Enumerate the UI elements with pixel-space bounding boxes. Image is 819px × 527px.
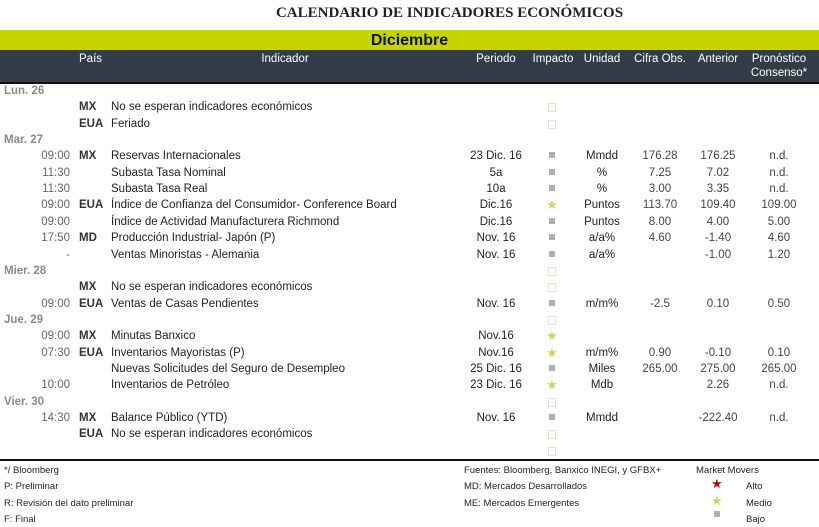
- note-preliminar: P: Preliminar: [4, 481, 59, 492]
- day-label: Mar. 27: [4, 134, 43, 147]
- observed-cell: 3.00: [648, 183, 672, 196]
- indicator-cell: Subasta Tasa Nominal: [111, 166, 226, 179]
- empty-box-icon: [542, 279, 562, 297]
- forecast-cell: n.d.: [769, 166, 789, 179]
- indicator-cell: No se esperan indicadores económicos: [111, 281, 313, 294]
- indicator-cell: Subasta Tasa Real: [111, 183, 208, 196]
- country-cell: MD: [79, 232, 97, 245]
- unit-cell: m/m%: [585, 297, 619, 310]
- day-label: Vier. 30: [4, 395, 45, 408]
- observed-cell: 265.00: [642, 362, 678, 375]
- table-row: [0, 230, 819, 246]
- country-cell: MX: [79, 412, 97, 424]
- table-row: [0, 165, 819, 181]
- empty-box-icon: [542, 99, 562, 117]
- header-impacto: Impacto: [532, 53, 574, 65]
- country-cell: MX: [79, 281, 97, 294]
- previous-cell: 0.10: [706, 297, 730, 310]
- square-low-icon: [542, 247, 562, 263]
- period-cell: 25 Dic. 16: [470, 362, 522, 375]
- day-row: [0, 83, 819, 99]
- indicator-cell: Balance Público (YTD): [111, 412, 228, 424]
- unit-cell: %: [596, 183, 608, 196]
- table-row: [0, 197, 819, 213]
- indicator-cell: Índice de Actividad Manufacturera Richmond: [111, 215, 340, 228]
- country-cell: EUA: [79, 297, 104, 310]
- previous-cell: 4.00: [706, 215, 730, 228]
- country-cell: EUA: [79, 199, 104, 212]
- observed-cell: 0.90: [648, 346, 672, 359]
- indicator-cell: Nuevas Solicitudes del Seguro de Desempleo: [111, 362, 345, 375]
- time-cell: 09:00: [41, 199, 70, 212]
- legend-alto: Alto: [746, 481, 763, 492]
- indicator-cell: Minutas Banxico: [111, 330, 196, 343]
- period-cell: 23 Dic. 16: [470, 150, 522, 163]
- country-cell: EUA: [79, 428, 104, 441]
- note-final: F: Final: [4, 514, 36, 525]
- day-label: Jue. 29: [4, 313, 43, 326]
- time-cell: 17:50: [41, 232, 70, 245]
- previous-cell: 7.02: [706, 166, 730, 179]
- previous-cell: 3.35: [706, 183, 730, 196]
- empty-box-icon: [542, 426, 562, 444]
- observed-cell: 8.00: [648, 215, 672, 228]
- period-cell: Dic.16: [479, 215, 513, 228]
- period-cell: Nov.16: [478, 346, 514, 359]
- square-low-icon: [542, 361, 562, 377]
- note-revision: R: Revisión del dato preliminar: [4, 498, 134, 509]
- empty-box-icon: [542, 116, 562, 134]
- table-row: [0, 181, 819, 197]
- indicator-cell: Ventas de Casas Pendientes: [111, 297, 259, 310]
- period-cell: Nov.16: [478, 330, 514, 343]
- indicator-cell: Índice de Confianza del Consumidor- Conference Board: [111, 199, 397, 212]
- observed-cell: -2.5: [650, 297, 670, 310]
- country-cell: MX: [79, 101, 97, 114]
- time-cell: 09:00: [41, 297, 70, 310]
- forecast-cell: 0.50: [767, 297, 791, 310]
- star-medium-icon: ★: [546, 197, 558, 213]
- time-cell: -: [66, 248, 70, 261]
- unit-cell: %: [596, 166, 608, 179]
- forecast-cell: 265.00: [761, 362, 797, 375]
- unit-cell: a/a%: [588, 232, 616, 245]
- empty-box-icon: [542, 443, 562, 461]
- star-medium-icon: ★: [546, 344, 558, 360]
- unit-cell: m/m%: [585, 346, 619, 359]
- observed-cell: 113.70: [642, 199, 678, 212]
- table-row: [0, 148, 819, 164]
- period-cell: 23 Dic. 16: [470, 379, 522, 392]
- header-anterior: Anterior: [697, 53, 739, 65]
- previous-cell: 2.26: [706, 379, 730, 392]
- forecast-cell: n.d.: [769, 150, 789, 163]
- square-low-icon: [542, 165, 562, 181]
- country-cell: EUA: [79, 346, 104, 359]
- country-cell: MX: [79, 330, 97, 343]
- header-periodo: Periodo: [476, 53, 516, 65]
- forecast-cell: n.d.: [769, 183, 789, 196]
- period-cell: 10a: [486, 183, 506, 196]
- table-row: [0, 99, 819, 115]
- empty-box-icon: [542, 312, 562, 330]
- day-label: Lun. 26: [4, 85, 45, 97]
- previous-cell: -1.00: [704, 248, 732, 261]
- table-row: [0, 361, 819, 377]
- observed-cell: 7.25: [648, 166, 672, 179]
- star-medium-icon: ★: [546, 377, 558, 393]
- previous-cell: -1.40: [704, 232, 732, 245]
- square-low-icon: [542, 181, 562, 197]
- period-cell: 5a: [489, 166, 503, 179]
- square-low-icon: [542, 230, 562, 246]
- previous-cell: -222.40: [698, 412, 738, 424]
- note-md: MD: Mercados Desarrollados: [464, 481, 588, 492]
- table-row: [0, 345, 819, 361]
- period-cell: Nov. 16: [476, 297, 516, 310]
- forecast-cell: n.d.: [769, 412, 789, 424]
- forecast-cell: 0.10: [767, 346, 791, 359]
- time-cell: 11:30: [42, 183, 70, 196]
- country-cell: EUA: [79, 117, 104, 130]
- unit-cell: Puntos: [584, 199, 620, 212]
- period-cell: Nov. 16: [476, 412, 516, 424]
- unit-cell: Miles: [588, 362, 616, 375]
- table-row: [0, 377, 819, 393]
- time-cell: 07:30: [41, 346, 70, 359]
- square-low-icon: [542, 148, 562, 164]
- indicator-cell: Producción Industrial- Japón (P): [111, 232, 276, 245]
- note-bloomberg: */ Bloomberg: [4, 465, 59, 476]
- forecast-cell: n.d.: [769, 379, 789, 392]
- square-low-icon: [542, 410, 562, 426]
- time-cell: 14:30: [41, 412, 70, 424]
- forecast-cell: 109.00: [761, 199, 797, 212]
- time-cell: 11:30: [42, 166, 70, 179]
- legend-bajo: Bajo: [746, 514, 766, 525]
- star-medium-icon: ★: [546, 328, 558, 344]
- square-low-icon: [542, 214, 562, 230]
- indicator-cell: Inventarios Mayoristas (P): [111, 346, 245, 359]
- forecast-cell: 1.20: [767, 248, 791, 261]
- forecast-cell: 5.00: [767, 215, 791, 228]
- indicator-cell: Reservas Internacionales: [111, 150, 241, 163]
- unit-cell: Mdb: [590, 379, 614, 392]
- square-low-icon: [714, 511, 720, 517]
- month-banner: Diciembre: [0, 30, 819, 50]
- header-pronostico: Pronóstico: [751, 53, 807, 65]
- table-row: [0, 296, 819, 312]
- header-consenso: Consenso*: [750, 67, 808, 79]
- header-unidad: Unidad: [583, 53, 621, 65]
- time-cell: 09:00: [41, 215, 70, 228]
- table-row: [0, 426, 819, 442]
- table-row: [0, 279, 819, 295]
- forecast-cell: 4.60: [767, 232, 791, 245]
- observed-cell: 176.28: [642, 150, 678, 163]
- previous-cell: 275.00: [700, 362, 736, 375]
- day-label: Mier. 28: [4, 264, 47, 277]
- sources: Fuentes: Bloomberg, Banxico INEGI, y GFBX+: [464, 465, 662, 476]
- country-cell: MX: [79, 150, 97, 163]
- table-row: [0, 328, 819, 344]
- day-row: [0, 263, 819, 279]
- period-cell: Nov. 16: [476, 232, 516, 245]
- table-row: [0, 410, 819, 426]
- table-header: [0, 50, 819, 84]
- square-low-icon: [542, 296, 562, 312]
- table-row: [0, 443, 819, 459]
- previous-cell: 176.25: [700, 150, 736, 163]
- unit-cell: a/a%: [588, 248, 616, 261]
- footer: [0, 459, 819, 527]
- unit-cell: Mmdd: [586, 150, 618, 163]
- empty-box-icon: [542, 263, 562, 281]
- header-cifra: Cifra Obs.: [634, 53, 686, 65]
- previous-cell: -0.10: [704, 346, 732, 359]
- period-cell: Dic.16: [479, 199, 513, 212]
- header-pais: País: [79, 53, 103, 65]
- unit-cell: Puntos: [584, 215, 620, 228]
- day-row: [0, 132, 819, 148]
- indicator-cell: No se esperan indicadores económicos: [111, 101, 313, 114]
- star-medium-icon: ★: [711, 493, 723, 508]
- time-cell: 10:00: [41, 379, 70, 392]
- day-row: [0, 394, 819, 410]
- star-high-icon: ★: [711, 476, 723, 491]
- indicator-cell: Inventarios de Petróleo: [111, 379, 230, 392]
- legend-medio: Medio: [746, 498, 772, 509]
- note-me: ME: Mercados Emergentes: [464, 498, 580, 509]
- page-title: CALENDARIO DE INDICADORES ECONÓMICOS: [275, 5, 624, 21]
- unit-cell: Mmdd: [586, 412, 618, 424]
- indicator-cell: Feriado: [111, 117, 150, 130]
- previous-cell: 109.40: [700, 199, 736, 212]
- empty-box-icon: [542, 394, 562, 412]
- indicator-cell: Ventas Minoristas - Alemania: [111, 248, 260, 261]
- table-row: [0, 214, 819, 230]
- observed-cell: 4.60: [648, 232, 672, 245]
- table-row: [0, 247, 819, 263]
- indicator-cell: No se esperan indicadores económicos: [111, 428, 313, 441]
- period-cell: Nov. 16: [476, 248, 516, 261]
- time-cell: 09:00: [41, 330, 70, 343]
- header-indicador: Indicador: [261, 53, 309, 65]
- day-row: [0, 312, 819, 328]
- legend-title: Market Movers: [696, 465, 759, 476]
- table-row: [0, 116, 819, 132]
- time-cell: 09:00: [41, 150, 70, 163]
